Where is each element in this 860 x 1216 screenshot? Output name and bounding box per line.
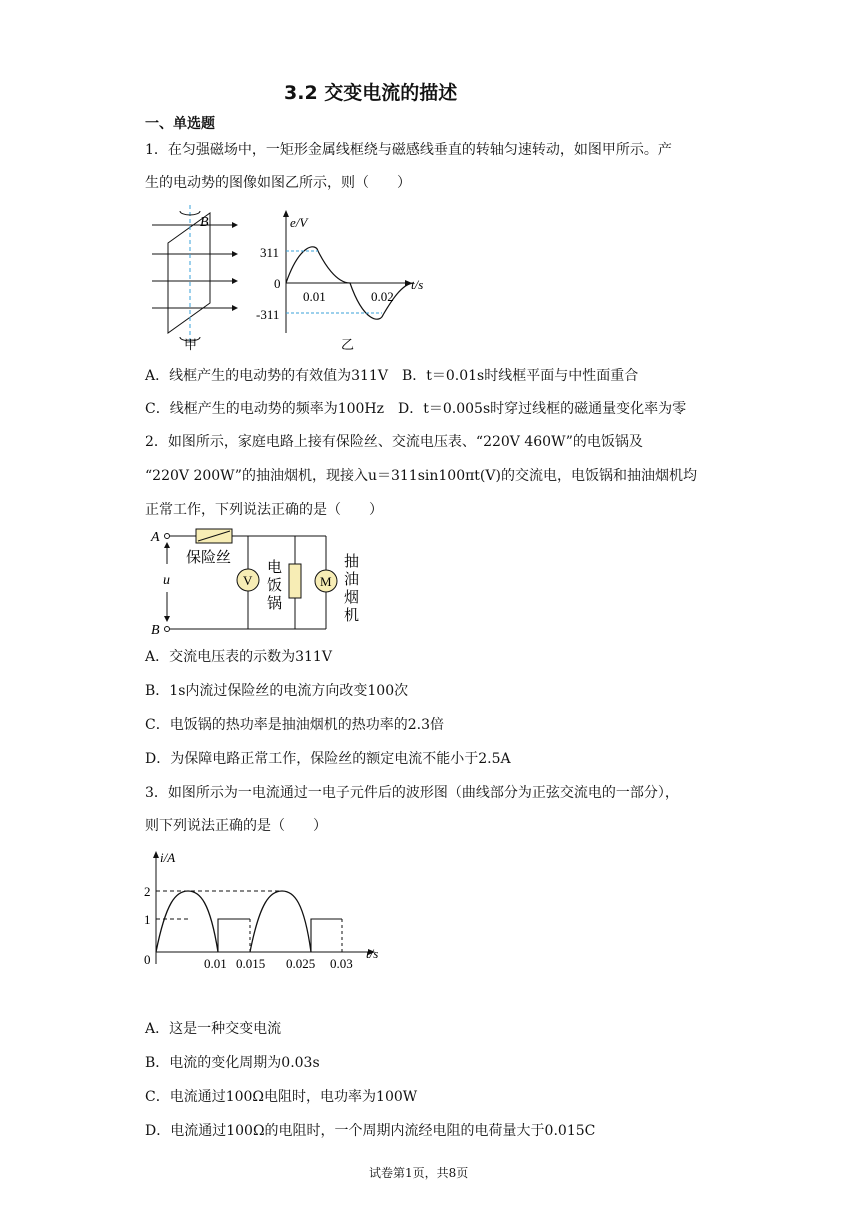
tick-0.015: 0.015: [236, 956, 266, 971]
q2-stem-line2: “220V 200W”的抽油烟机，现接入u＝311sin100πt(V)的交流电，电饭锅和抽油烟机均: [145, 468, 697, 484]
hood-label-4: 机: [344, 608, 360, 624]
u-label: u: [163, 573, 170, 588]
i-axis-label: i/A: [160, 850, 176, 865]
section-heading: 一、单选题: [145, 116, 215, 132]
rice-cooker-resistor: [289, 564, 301, 598]
page-title: 3.2 交变电流的描述: [284, 82, 458, 104]
q2-circuit-figure: [144, 526, 374, 641]
q3-option-a: A．这是一种交变电流: [145, 1021, 282, 1037]
figure-label-jia: 甲: [184, 337, 198, 351]
tick-2: 2: [144, 884, 151, 899]
node-b-label: B: [151, 623, 160, 638]
q1-figure: [140, 203, 460, 351]
hood-label-1: 抽: [344, 554, 360, 570]
q3-stem-line2: 则下列说法正确的是（ ）: [145, 818, 327, 834]
hood-label-2: 油: [344, 572, 360, 588]
q3-waveform-figure: [140, 846, 390, 974]
fuse-label: 保险丝: [186, 550, 232, 566]
motor-label: M: [320, 574, 332, 589]
current-graph: [153, 851, 375, 964]
tick-0.01: 0.01: [204, 956, 227, 971]
field-label-b: B: [200, 215, 209, 230]
q2-option-b: B．1s内流过保险丝的电流方向改变100次: [145, 683, 409, 699]
node-a-label: A: [151, 530, 160, 545]
cooker-label-2: 饭: [267, 578, 283, 594]
half-sine-1: [156, 891, 218, 952]
t-axis-label: t/s: [366, 946, 379, 961]
square-pulse-2: [311, 919, 342, 952]
q2-option-c: C．电饭锅的热功率是抽油烟机的热功率的2.3倍: [145, 717, 444, 733]
rectangular-coil: [168, 213, 210, 333]
hood-label-3: 烟: [344, 590, 360, 606]
tick-neg311: -311: [256, 307, 280, 322]
voltmeter-label: V: [243, 573, 253, 588]
tick-zero: 0: [274, 276, 281, 291]
tick-0.01: 0.01: [303, 289, 326, 304]
half-sine-2: [250, 891, 311, 952]
q1-option-a-b: A．线框产生的电动势的有效值为311V B．t＝0.01s时线框平面与中性面重合: [145, 368, 639, 384]
tick-1: 1: [144, 912, 151, 927]
tick-311: 311: [260, 245, 280, 260]
q2-stem-line1: 2．如图所示，家庭电路上接有保险丝、交流电压表、“220V 460W”的电饭锅及: [145, 434, 643, 450]
e-axis-label: e/V: [290, 215, 308, 230]
q2-option-d: D．为保障电路正常工作，保险丝的额定电流不能小于2.5A: [145, 751, 511, 767]
t-axis-label: t/s: [411, 277, 424, 292]
q3-option-d: D．电流通过100Ω的电阻时，一个周期内流经电阻的电荷量大于0.015C: [145, 1123, 596, 1139]
q2-option-a: A．交流电压表的示数为311V: [145, 649, 332, 665]
tick-origin: 0: [144, 952, 151, 967]
coil-diagram: [152, 205, 238, 343]
q1-option-c-d: C．线框产生的电动势的频率为100Hz D．t＝0.005s时穿过线框的磁通量变化率为零: [145, 401, 687, 417]
q1-stem-line2: 生的电动势的图像如图乙所示，则（ ）: [145, 175, 411, 191]
figure-label-yi: 乙: [341, 337, 355, 351]
page-footer: 试卷第1页，共8页: [369, 1166, 469, 1180]
cooker-label-3: 锅: [267, 596, 283, 612]
q2-stem-line3: 正常工作，下列说法正确的是（ ）: [145, 502, 383, 518]
square-pulse-1: [218, 919, 250, 952]
q3-option-c: C．电流通过100Ω电阻时，电功率为100W: [145, 1089, 418, 1105]
tick-0.03: 0.03: [330, 956, 353, 971]
q3-option-b: B．电流的变化周期为0.03s: [145, 1055, 320, 1071]
q3-stem-line1: 3．如图所示为一电流通过一电子元件后的波形图（曲线部分为正弦交流电的一部分），: [145, 785, 679, 801]
cooker-label-1: 电: [267, 560, 283, 576]
tick-0.025: 0.025: [286, 956, 316, 971]
tick-0.02: 0.02: [371, 289, 394, 304]
q1-stem-line1: 1．在匀强磁场中，一矩形金属线框绕与磁感线垂直的转轴匀速转动，如图甲所示。产: [145, 142, 672, 158]
